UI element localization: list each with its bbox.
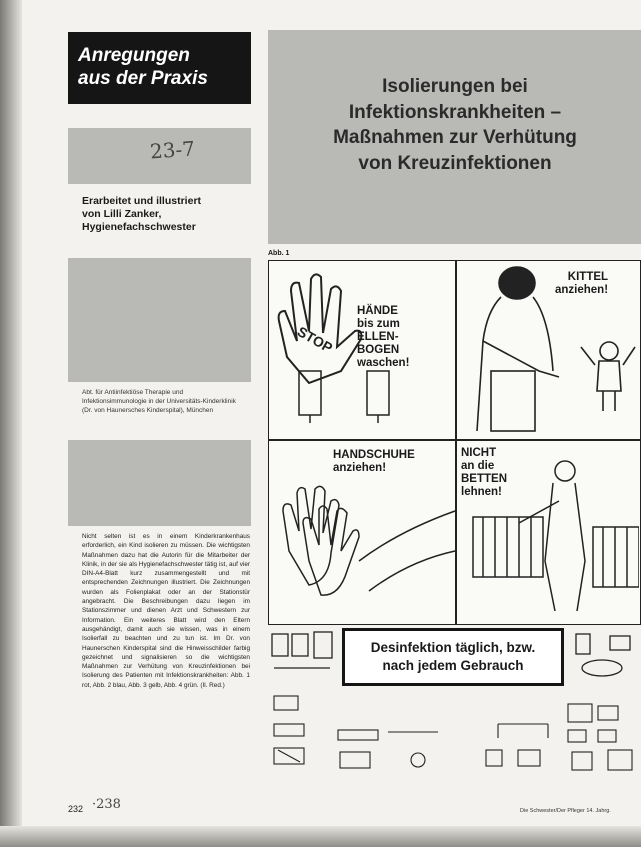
- page-bottom-shadow: [0, 826, 641, 847]
- caption-handschuhe-line2: anziehen!: [333, 462, 387, 474]
- illustration-drawings: [269, 261, 639, 623]
- caption-kittel-line1: KITTEL: [567, 271, 609, 283]
- section-title-line1: Anregungen: [78, 45, 190, 66]
- caption-nicht-anlehnen: [461, 447, 507, 499]
- disinfection-line1: Desinfektion täglich, bzw.: [370, 640, 536, 655]
- main-title-line3: Maßnahmen zur Verhütung: [333, 127, 577, 148]
- item-icons-drawing: [268, 690, 641, 786]
- caption-haende: [357, 305, 409, 370]
- author-line1: Erarbeitet und illustriert: [82, 195, 202, 207]
- stop-label: STOP: [294, 323, 336, 356]
- page-edge-shadow: [0, 0, 22, 847]
- disinfection-line2: nach jedem Gebrauch: [382, 658, 524, 673]
- author-line3: Hygienefachschwester: [82, 221, 196, 233]
- disinfection-row: [268, 628, 641, 688]
- caption-handschuhe: [333, 449, 415, 475]
- gray-block-middle: [68, 258, 251, 382]
- main-title-line1: Isolierungen bei: [382, 76, 528, 97]
- gloves-drawing: [283, 486, 455, 595]
- caption-nicht-line3: BETTEN: [461, 473, 507, 485]
- intro-body-text: Nicht selten ist es in einem Kinderkrankenhaus erforderlich, ein Kind isolieren zu müssen. Die wichtigsten Maßnahmen dazu hat die Autorin für die Mitarbeiter der Klinik, in der sie als Hygienefachschwester tätig ist, auf vier DIN-A4-Blatt kurz zusammengestellt und mit entsprechenden Zeichnungen illustriert. Die Zeichnungen wurden als Folienplakat oder an der Stationstür angebracht. Die Beschreibungen dazu liegen im Stationszimmer und dienen Arzt und Schwestern zur Information. Ein weiteres Blatt wird den Eltern ausgehändigt, damit auch sie wissen, was in einem Isolierfall zu beachten und zu tun ist. Im Dr. von Haunerschen Kinderspital sind die Hinweisschilder farbig gezeichnet und signalisieren so die wichtigsten Maßnahmen zur Verhütung von Kreuzinfektionen bei Isolierung des Patienten mit Infektionskrankheiten: Abb. 1 rot, Abb. 2 blau, Abb. 3 gelb, Abb. 4 grün. (Il. Red.): [82, 533, 250, 689]
- disinfection-items: [268, 690, 641, 786]
- caption-haende-line5: waschen!: [357, 357, 410, 369]
- journal-footer: Die Schwester/Der Pfleger 14. Jahrg.: [520, 808, 611, 814]
- page-number: 232: [68, 804, 84, 814]
- section-title-box: [68, 32, 251, 104]
- caption-nicht-line2: an die: [461, 460, 495, 472]
- gray-block-lower: [68, 440, 251, 526]
- disinfection-notice: [342, 628, 564, 686]
- main-title-line2: Infektionskrankheiten –: [348, 101, 562, 123]
- disinfection-objects-drawing: [570, 628, 640, 686]
- affiliation-text: Abt. für Antiinfektiöse Therapie und Infektionsimmunologie in der Universitäts-Kinderklinik (Dr. von Haunersches Kinderspital), München: [82, 389, 236, 414]
- stop-hand-drawing: [279, 274, 362, 383]
- main-title: [290, 74, 620, 176]
- handwritten-note: 23-7: [149, 136, 196, 164]
- illustration-figure: [268, 260, 641, 625]
- soap-dispenser-drawing: [299, 371, 389, 423]
- disinfection-tools-drawing: [268, 628, 338, 686]
- caption-nicht-line4: lehnen!: [461, 486, 502, 498]
- caption-handschuhe-line1: HANDSCHUHE: [333, 449, 415, 461]
- caption-haende-line4: BOGEN: [357, 344, 400, 356]
- author-line2: von Lilli Zanker,: [82, 208, 162, 220]
- caption-kittel-line2: anziehen!: [555, 284, 609, 296]
- caption-haende-line2: bis zum: [357, 318, 400, 330]
- caption-haende-line3: ELLEN-: [357, 331, 399, 343]
- section-title-line2: aus der Praxis: [78, 68, 208, 89]
- caption-kittel: [555, 271, 608, 297]
- figure-label: Abb. 1: [268, 250, 290, 257]
- caption-haende-line1: HÄNDE: [357, 305, 398, 317]
- handwritten-page-number: ·238: [92, 797, 121, 812]
- caption-nicht-line1: NICHT: [461, 447, 497, 459]
- main-title-line4: von Kreuzinfektionen: [358, 152, 552, 174]
- author-credit: [82, 195, 252, 234]
